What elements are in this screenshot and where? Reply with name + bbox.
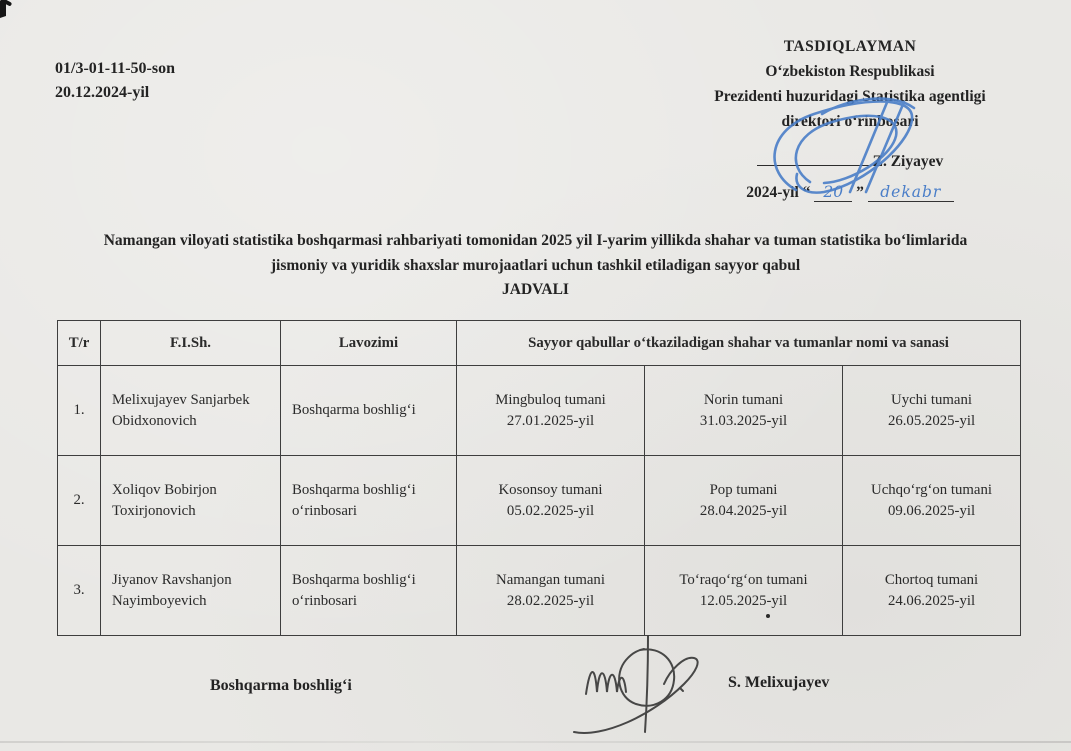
title-line-1: Namangan viloyati statistika boshqarmasi rahbariyati tomonidan 2025 yil I-yarim yillikda shahar va tuman statistika bo‘limlarida: [103, 232, 968, 249]
title-line-3: JADVALI: [502, 281, 569, 298]
table-row: [58, 366, 1021, 456]
row-name: Xoliqov Bobirjon Toxirjonovich: [101, 456, 281, 546]
visit-cell: [645, 366, 843, 456]
reference-date: 20.12.2024-yil: [55, 84, 150, 101]
visit-cell: [645, 546, 843, 636]
approval-date-close-quote: ”: [856, 184, 864, 201]
visit-cell: [843, 546, 1021, 636]
row-number: 3.: [58, 546, 101, 636]
handwritten-day: 20: [814, 184, 852, 202]
header-cell-name: F.I.Sh.: [101, 321, 281, 366]
header-cell-no: T/r: [58, 321, 101, 366]
visit-date: 28.04.2025-yil: [699, 502, 788, 519]
approval-heading: TASDIQLAYMAN: [783, 38, 917, 55]
approval-org-line3: direktori o‘rinbosari: [781, 113, 919, 130]
row-position: Boshqarma boshlig‘i: [281, 366, 457, 456]
visit-cell: [457, 456, 645, 546]
row-number: 2.: [58, 456, 101, 546]
visit-date: 09.06.2025-yil: [887, 502, 976, 519]
visit-cell: [843, 366, 1021, 456]
visit-date: 05.02.2025-yil: [506, 502, 595, 519]
footer-left-title: Boshqarma boshlig‘i: [210, 677, 352, 694]
signature-underline: [757, 148, 869, 166]
approval-org-line1: O‘zbekiston Respublikasi: [765, 63, 935, 80]
visit-place: Uchqo‘rg‘on tumani: [871, 481, 992, 498]
title-line-2: jismoniy va yuridik shaxslar murojaatlari uchun tashkil etiladigan sayyor qabul: [270, 256, 801, 274]
scan-crease: [0, 741, 1071, 743]
reference-block: [55, 57, 175, 105]
row-number: 1.: [58, 366, 101, 456]
visit-date: 31.03.2025-yil: [699, 412, 788, 429]
schedule-table-wrap: [57, 320, 1020, 636]
visit-place: Mingbuloq tumani: [495, 391, 606, 408]
visit-place: To‘raqo‘rg‘on tumani: [679, 571, 808, 588]
table-row: [58, 546, 1021, 636]
visit-date: 27.01.2025-yil: [506, 412, 595, 429]
row-position: Boshqarma boshlig‘i o‘rinbosari: [281, 546, 457, 636]
visit-place: Norin tumani: [703, 391, 784, 408]
visit-place: Namangan tumani: [496, 571, 605, 588]
visit-cell: [457, 546, 645, 636]
handwritten-month: dekabr: [868, 184, 954, 202]
document-title: [30, 229, 1041, 303]
visit-place: Kosonsoy tumani: [498, 481, 603, 498]
visit-date: 12.05.2025-yil: [699, 592, 788, 609]
visit-place: Uychi tumani: [891, 391, 972, 408]
signature-line-row: [630, 148, 1070, 174]
header-cell-visits: Sayyor qabullar o‘tkaziladigan shahar va tumanlar nomi va sanasi: [457, 321, 1021, 366]
reference-number: 01/3-01-11-50-son: [55, 60, 175, 77]
visit-cell: [843, 456, 1021, 546]
header-cell-position: Lavozimi: [281, 321, 457, 366]
approval-org-line2: Prezidenti huzuridagi Statistika agentligi: [714, 88, 986, 105]
visit-cell: [645, 456, 843, 546]
table-body: [58, 321, 1021, 636]
visit-place: Chortoq tumani: [884, 571, 979, 588]
visit-cell: [457, 366, 645, 456]
black-signature: [568, 632, 720, 740]
approval-block: [630, 34, 1070, 205]
visit-date: 24.06.2025-yil: [887, 592, 976, 609]
footer-signer-name: S. Melixujayev: [728, 674, 830, 691]
table-row: [58, 456, 1021, 546]
visit-date: 26.05.2025-yil: [887, 412, 976, 429]
table-header-row: [58, 321, 1021, 366]
row-position: Boshqarma boshlig‘i o‘rinbosari: [281, 456, 457, 546]
row-name: Melixujayev Sanjarbek Obidxonovich: [101, 366, 281, 456]
approval-date-row: [630, 180, 1070, 205]
approval-date-prefix: 2024-yil “: [746, 184, 811, 201]
visit-place: Pop tumani: [709, 481, 778, 498]
row-name: Jiyanov Ravshanjon Nayimboyevich: [101, 546, 281, 636]
schedule-table: [57, 320, 1021, 636]
approval-signer-name: Z. Ziyayev: [872, 153, 944, 170]
visit-date: 28.02.2025-yil: [506, 592, 595, 609]
